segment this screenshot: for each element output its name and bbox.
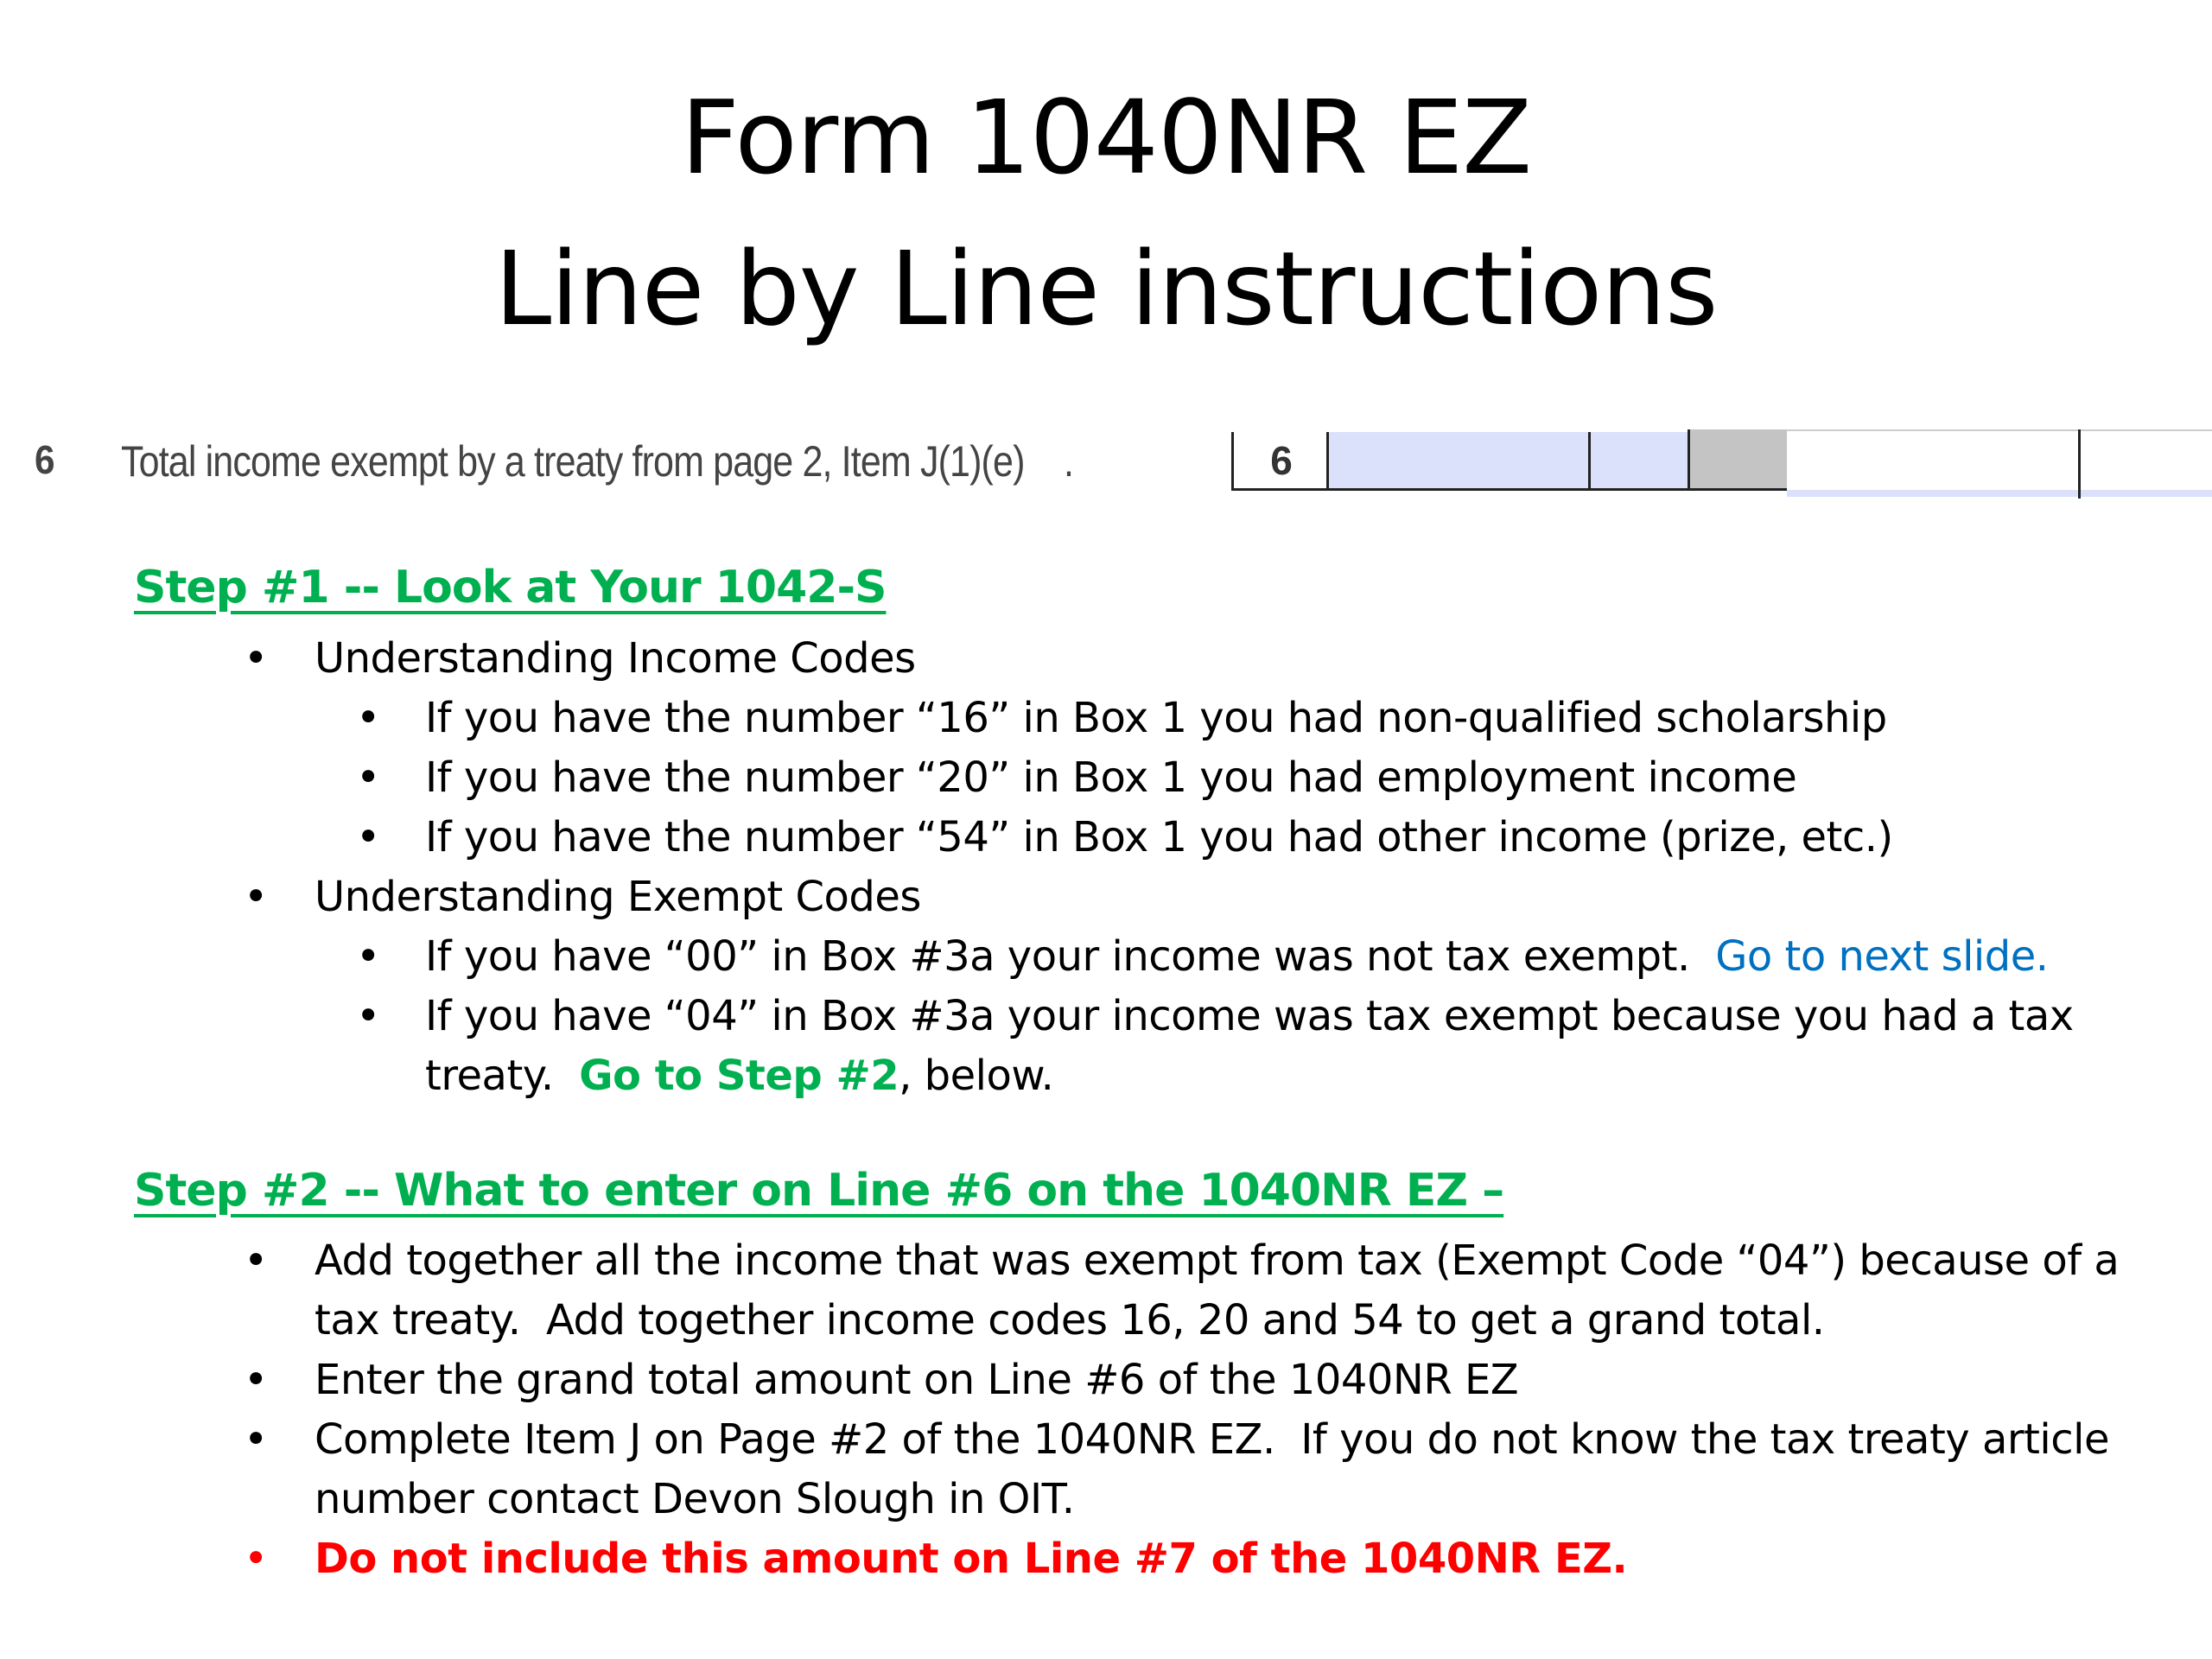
go-to-next-slide-link[interactable]: Go to next slide.: [1715, 932, 2049, 981]
exempt-code-04-prefix: treaty.: [425, 1052, 554, 1100]
bullet-dot: •: [244, 1535, 268, 1583]
bullet-dot: •: [244, 873, 268, 921]
exempt-codes-label: Understanding Exempt Codes: [315, 873, 921, 921]
exempt-code-04-line2: [425, 1046, 1053, 1106]
add-exempt-income-line2: tax treaty. Add together income codes 16, 20 and 54 to get a grand total.: [315, 1296, 1825, 1344]
bullet-dot: •: [244, 1236, 268, 1285]
go-to-step-2-link[interactable]: Go to Step #2: [579, 1052, 899, 1100]
slide-title-line-2: Line by Line instructions: [494, 229, 1718, 348]
bullet-dot: •: [244, 634, 268, 683]
income-code-16-text: If you have the number “16” in Box 1 you had non-qualified scholarship: [425, 694, 1887, 742]
form-line-description-text: Total income exempt by a treaty from page 2, Item J(1)(e): [121, 437, 1025, 486]
bullet-dot: •: [356, 813, 380, 861]
form-box-label: 6: [1231, 432, 1329, 491]
bullet-dot: •: [356, 694, 380, 742]
form-shaded-cell: [1688, 429, 1789, 491]
exempt-code-04-line1: If you have “04” in Box #3a your income was tax exempt because you had a tax: [425, 992, 2074, 1040]
form-line-leader: .: [1064, 437, 1074, 486]
form-line-description: [121, 436, 1073, 486]
bullet-dot: •: [356, 992, 380, 1040]
slide-title-line-1: Form 1040NR EZ: [680, 78, 1532, 197]
add-exempt-income-line1: Add together all the income that was exempt from tax (Exempt Code “04”) because of a: [315, 1236, 2120, 1285]
form-line-number: 6: [35, 437, 55, 482]
bullet-dot: •: [244, 1415, 268, 1464]
exempt-code-04-suffix: , below.: [899, 1052, 1054, 1100]
step1-heading: Step #1 -- Look at Your 1042-S: [134, 562, 887, 613]
bullet-dot: •: [244, 1356, 268, 1404]
enter-grand-total-text: Enter the grand total amount on Line #6 of the 1040NR EZ: [315, 1356, 1519, 1404]
form-blank-column: [1787, 429, 2212, 497]
form-amount-field-dollars: [1326, 432, 1591, 491]
exempt-code-00-item: [425, 927, 2049, 987]
bullet-dot: •: [356, 753, 380, 802]
form-amount-field-cents: [1588, 432, 1690, 491]
do-not-include-warning: Do not include this amount on Line #7 of the 1040NR EZ.: [315, 1535, 1628, 1583]
complete-item-j-line1: Complete Item J on Page #2 of the 1040NR EZ. If you do not know the tax treaty article: [315, 1415, 2110, 1464]
step2-heading: Step #2 -- What to enter on Line #6 on the 1040NR EZ –: [134, 1165, 1504, 1217]
income-codes-label: Understanding Income Codes: [315, 634, 916, 683]
exempt-code-00-text: If you have “00” in Box #3a your income was not tax exempt.: [425, 932, 1690, 981]
income-code-54-text: If you have the number “54” in Box 1 you had other income (prize, etc.): [425, 813, 1893, 861]
bullet-dot: •: [356, 932, 380, 981]
form-column-divider: [2078, 429, 2081, 499]
complete-item-j-line2: number contact Devon Slough in OIT.: [315, 1475, 1075, 1523]
income-code-20-text: If you have the number “20” in Box 1 you had employment income: [425, 753, 1797, 802]
